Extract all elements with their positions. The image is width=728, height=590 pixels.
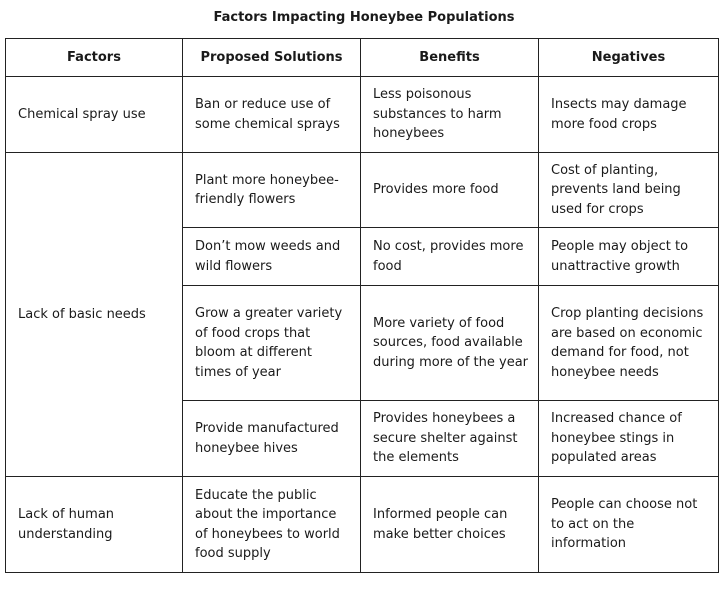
solution-cell: Plant more honeybee-friendly flowers — [183, 153, 361, 228]
solution-cell: Provide manufactured honeybee hives — [183, 401, 361, 477]
negative-cell: Increased chance of honeybee stings in populated areas — [539, 401, 719, 477]
factor-cell: Lack of human understanding — [6, 477, 183, 573]
solution-cell: Don’t mow weeds and wild flowers — [183, 228, 361, 286]
header-proposed-solutions: Proposed Solutions — [183, 39, 361, 77]
negative-cell: Cost of planting, prevents land being used for crops — [539, 153, 719, 228]
header-negatives: Negatives — [539, 39, 719, 77]
negative-cell: People may object to unattractive growth — [539, 228, 719, 286]
header-benefits: Benefits — [361, 39, 539, 77]
negative-cell: People can choose not to act on the information — [539, 477, 719, 573]
header-row — [6, 39, 719, 77]
solution-cell: Ban or reduce use of some chemical sprays — [183, 77, 361, 153]
table-row — [6, 477, 719, 573]
solution-cell: Educate the public about the importance of honeybees to world food supply — [183, 477, 361, 573]
table-title: Factors Impacting Honeybee Populations — [213, 10, 515, 25]
header-factors: Factors — [6, 39, 183, 77]
benefit-cell: No cost, provides more food — [361, 228, 539, 286]
benefit-cell: Provides more food — [361, 153, 539, 228]
benefit-cell: Provides honeybees a secure shelter against the elements — [361, 401, 539, 477]
solution-cell: Grow a greater variety of food crops that bloom at different times of year — [183, 286, 361, 401]
negative-cell: Insects may damage more food crops — [539, 77, 719, 153]
benefit-cell: Informed people can make better choices — [361, 477, 539, 573]
factor-cell: Chemical spray use — [6, 77, 183, 153]
negative-cell: Crop planting decisions are based on economic demand for food, not honeybee needs — [539, 286, 719, 401]
benefit-cell: Less poisonous substances to harm honeybees — [361, 77, 539, 153]
table-row — [6, 153, 719, 228]
benefit-cell: More variety of food sources, food available during more of the year — [361, 286, 539, 401]
honeybee-factors-table — [5, 38, 719, 573]
table-row — [6, 77, 719, 153]
factor-cell: Lack of basic needs — [6, 153, 183, 477]
